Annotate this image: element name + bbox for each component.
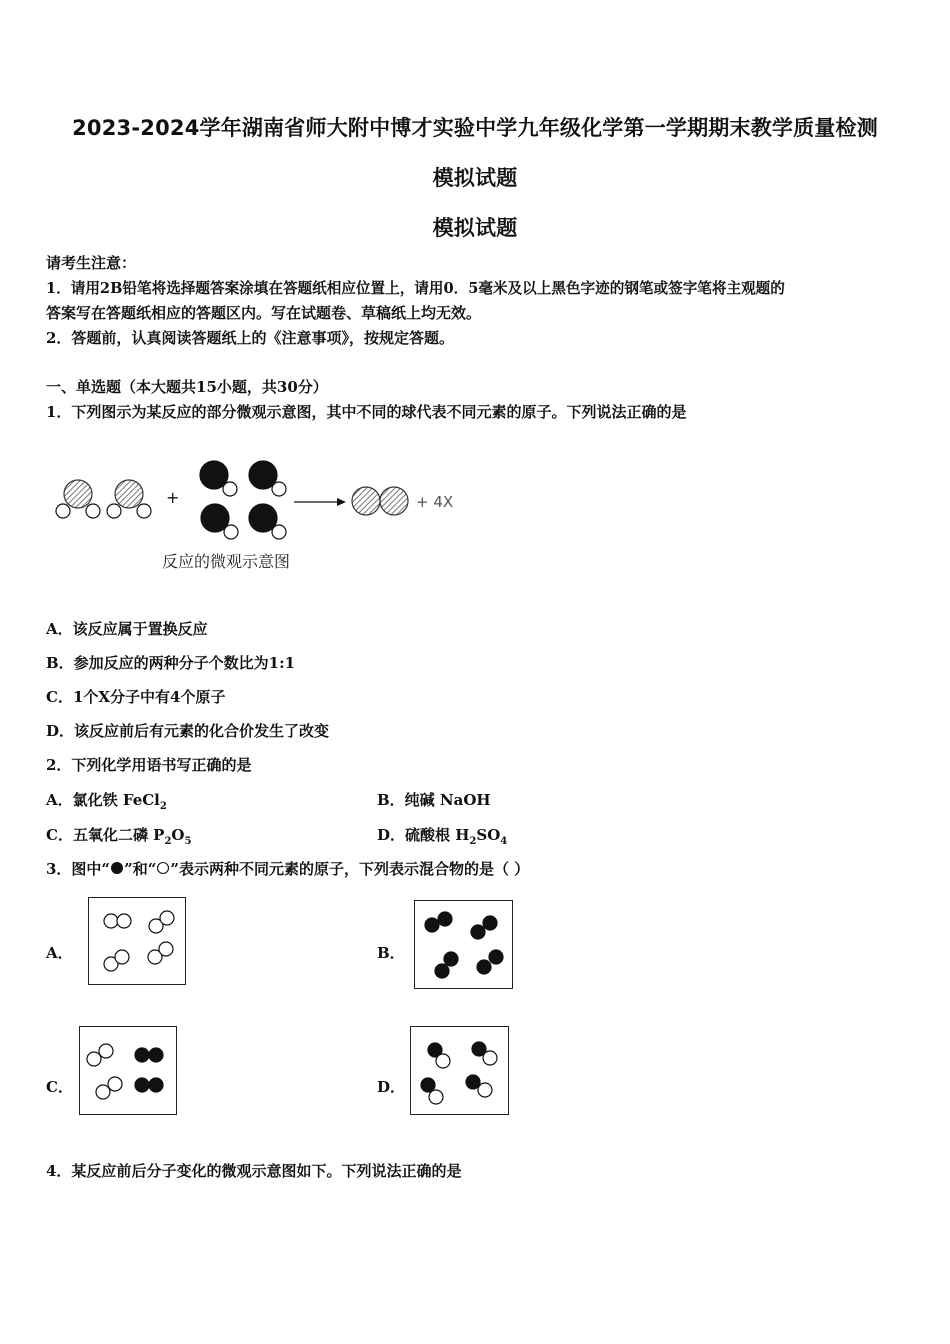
q1-stem: 1．下列图示为某反应的部分微观示意图，其中不同的球代表不同元素的原子。下列说法正确的是	[46, 403, 687, 421]
notice-heading: 请考生注意：	[46, 254, 137, 272]
notice-item-2: 2．答题前，认真阅读答题纸上的《注意事项》，按规定答题。	[46, 329, 454, 347]
document-title-line3: 模拟试题	[432, 216, 518, 240]
reaction-arrow	[294, 498, 346, 506]
q3-option-a-box[interactable]	[88, 897, 186, 985]
q3-stem: 3．图中“ ”和“ ”表示两种不同元素的原子，下列表示混合物的是（ ）	[46, 860, 530, 878]
q3-option-b-label[interactable]: B．	[377, 944, 405, 962]
notice-item-1b: 答案写在答题纸相应的答题区内。写在试题卷、草稿纸上均无效。	[46, 304, 482, 322]
black-molecule-4	[249, 504, 286, 539]
document-title-line2: 模拟试题	[432, 166, 518, 190]
q2-option-b[interactable]: B．纯碱 NaOH	[377, 791, 491, 809]
q1-product-extra: + 4X	[416, 493, 454, 511]
q3-option-c-box[interactable]	[79, 1026, 177, 1115]
q3-option-d-box[interactable]	[410, 1026, 509, 1115]
black-atom-icon	[110, 861, 124, 875]
q2-option-c[interactable]: C．五氧化二磷 $P_2O_5$	[46, 826, 192, 847]
q1-reaction-diagram	[0, 0, 950, 600]
section-heading: 一、单选题（本大题共15小题，共30分）	[46, 378, 328, 396]
q3-option-d-label[interactable]: D．	[377, 1078, 406, 1096]
black-molecule-3	[201, 504, 238, 539]
q2-option-d[interactable]: D．硫酸根 $H_2SO_4$	[377, 826, 508, 847]
white-atom-icon	[156, 861, 170, 875]
q2-option-a[interactable]: A．氯化铁 FeCl$_2$	[46, 791, 167, 812]
q3-option-c-label[interactable]: C．	[46, 1078, 73, 1096]
black-molecule-1	[200, 461, 237, 496]
q2-stem: 2．下列化学用语书写正确的是	[46, 756, 252, 774]
notice-item-1a: 1．请用2B铅笔将选择题答案涂填在答题纸相应位置上，请用0．5毫米及以上黑色字迹的钢笔或签字笔将主观题的	[46, 280, 785, 297]
black-molecule-2	[249, 461, 286, 496]
document-title-line1: 2023-2024学年湖南省师大附中博才实验中学九年级化学第一学期期末教学质量检测	[72, 116, 878, 140]
hatched-molecule-1	[56, 480, 100, 518]
q1-option-c[interactable]: C．1个X分子中有4个原子	[46, 688, 226, 706]
q1-option-a[interactable]: A．该反应属于置换反应	[46, 620, 208, 638]
q1-plus-sign: +	[166, 488, 180, 507]
hatched-molecule-2	[107, 480, 151, 518]
q3-option-a-label[interactable]: A．	[46, 944, 73, 962]
q4-stem: 4．某反应前后分子变化的微观示意图如下。下列说法正确的是	[46, 1162, 462, 1180]
hatched-product-molecule	[352, 487, 408, 515]
q3-option-b-box[interactable]	[414, 900, 513, 989]
q1-option-b[interactable]: B．参加反应的两种分子个数比为1:1	[46, 654, 296, 672]
q1-option-d[interactable]: D．该反应前后有元素的化合价发生了改变	[46, 722, 330, 740]
q1-figure-caption: 反应的微观示意图	[162, 552, 291, 571]
